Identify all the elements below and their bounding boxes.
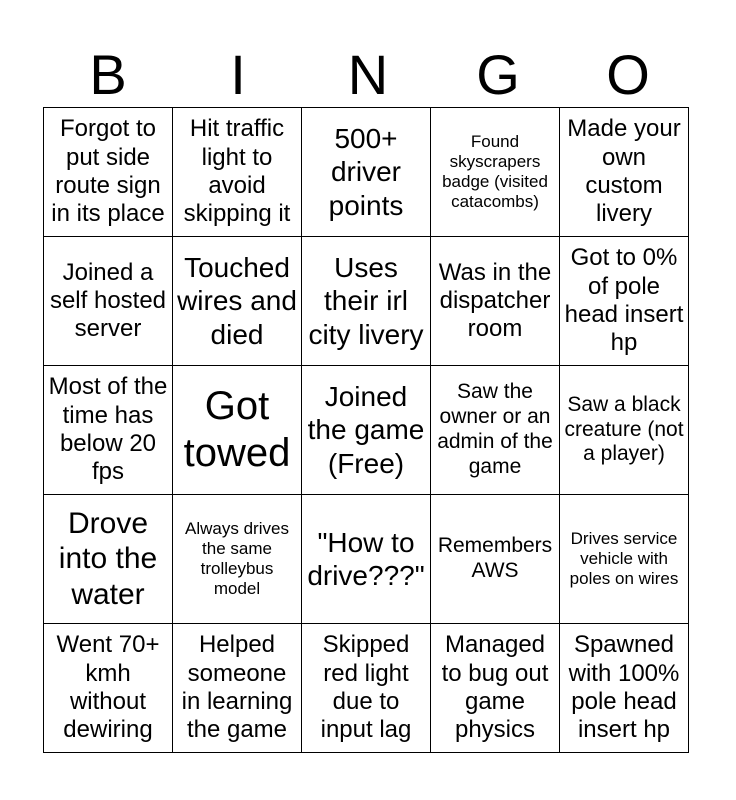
- grid-row: [44, 237, 689, 366]
- bingo-cell[interactable]: Joined a self hosted server: [44, 237, 173, 366]
- bingo-cell[interactable]: Most of the time has below 20 fps: [44, 366, 173, 495]
- bingo-cell[interactable]: Helped someone in learning the game: [173, 624, 302, 753]
- header-letter-o: O: [606, 43, 650, 106]
- bingo-cell[interactable]: "How to drive???": [302, 495, 431, 624]
- grid-row: [44, 624, 689, 753]
- bingo-cell[interactable]: Drives service vehicle with poles on wires: [560, 495, 689, 624]
- header-letter-n: N: [347, 43, 389, 106]
- bingo-cell[interactable]: Spawned with 100% pole head insert hp: [560, 624, 689, 753]
- bingo-cell[interactable]: Saw the owner or an admin of the game: [431, 366, 560, 495]
- bingo-cell[interactable]: Joined the game (Free): [302, 366, 431, 495]
- bingo-cell[interactable]: Got to 0% of pole head insert hp: [560, 237, 689, 366]
- header-letter-g: G: [476, 43, 520, 106]
- bingo-cell[interactable]: Found skyscrapers badge (visited catacombs): [431, 108, 560, 237]
- bingo-cell[interactable]: Managed to bug out game physics: [431, 624, 560, 753]
- bingo-cell[interactable]: Went 70+ kmh without dewiring: [44, 624, 173, 753]
- grid-row: [44, 108, 689, 237]
- bingo-header: [43, 42, 693, 108]
- bingo-cell[interactable]: Drove into the water: [44, 495, 173, 624]
- bingo-cell[interactable]: Got towed: [173, 366, 302, 495]
- bingo-cell[interactable]: Made your own custom livery: [560, 108, 689, 237]
- bingo-cell[interactable]: Hit traffic light to avoid skipping it: [173, 108, 302, 237]
- bingo-cell[interactable]: Saw a black creature (not a player): [560, 366, 689, 495]
- bingo-cell[interactable]: Forgot to put side route sign in its place: [44, 108, 173, 237]
- bingo-cell[interactable]: Was in the dispatcher room: [431, 237, 560, 366]
- bingo-cell[interactable]: 500+ driver points: [302, 108, 431, 237]
- grid-row: [44, 495, 689, 624]
- header-letter-i: I: [230, 43, 246, 106]
- grid-row: [44, 366, 689, 495]
- bingo-cell[interactable]: Skipped red light due to input lag: [302, 624, 431, 753]
- bingo-grid: [43, 107, 689, 753]
- bingo-cell[interactable]: Remembers AWS: [431, 495, 560, 624]
- bingo-cell[interactable]: Uses their irl city livery: [302, 237, 431, 366]
- header-letter-b: B: [89, 43, 127, 106]
- bingo-cell[interactable]: Always drives the same trolleybus model: [173, 495, 302, 624]
- bingo-cell[interactable]: Touched wires and died: [173, 237, 302, 366]
